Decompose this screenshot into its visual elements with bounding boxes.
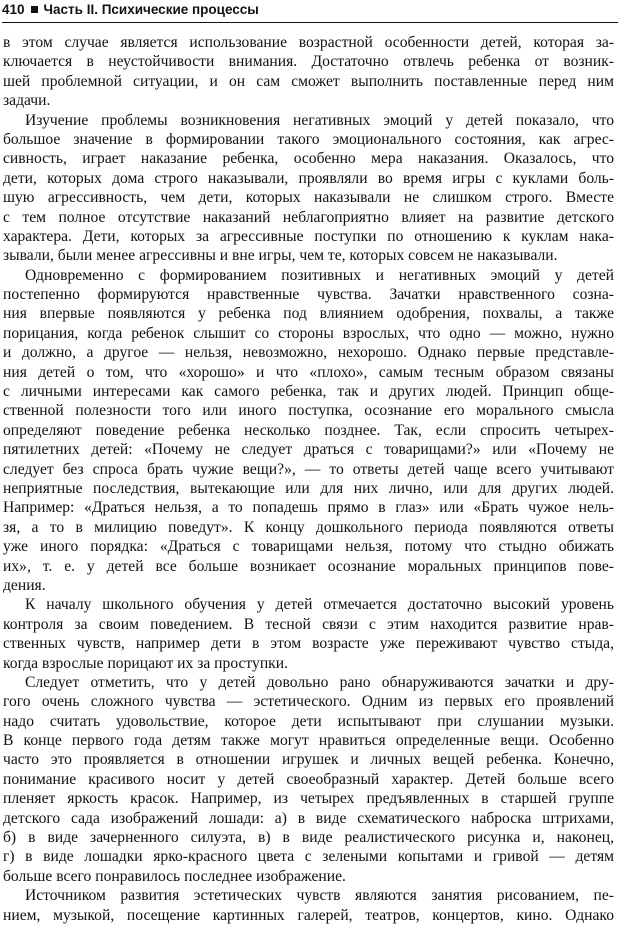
text-line: Следует отметить, что у детей довольно рано обнаруживаются зачатки и дру- — [25, 673, 614, 691]
text-line: следует без спроса брать чужие вещи?», — то ответы детей чаще всего учитывают — [3, 460, 614, 478]
text-line: детского сада изображений лошади: а) в виде схематического наброска штрихами, — [3, 809, 614, 827]
text-line: пленяет яркость красок. Например, из четырех предъявленных в старшей группе — [3, 790, 614, 808]
text-line: ния детей о том, что «хорошо» и что «плохо», самым тесным образом связаны — [3, 363, 614, 381]
text-line: шую агрессивность, чем дети, которых наказывали не слишком строго. Вместе — [3, 189, 614, 207]
text-line: б) в виде зачерненного силуэта, в) в виде реалистического рисунка и, наконец, — [3, 829, 614, 847]
text-line: больше всего понравилось последнее изображение. — [3, 867, 346, 885]
page-number: 410 — [2, 2, 25, 17]
bullet-separator-icon — [31, 6, 38, 13]
text-line: определяют поведение ребенка несколько позднее. Так, если спросить четырех- — [3, 421, 614, 439]
text-line: надо считать удовольствие, которое дети испытывают при слушании музыки. — [3, 712, 614, 730]
section-title: Часть II. Психические процессы — [43, 2, 259, 17]
text-line: шей проблемной ситуации, и он сам сможет выполнить поставленные перед ним — [3, 72, 614, 90]
text-line: К началу школьного обучения у детей отмечается достаточно высокий уровень — [25, 596, 614, 614]
text-line: характера. Дети, которых за агрессивные поступки по отношению к куклам нака- — [3, 227, 614, 245]
text-line: неприятные последствия, вытекающие или для них лично, или для других людей. — [3, 479, 614, 497]
text-line: с тем полное отсутствие наказаний неблагоприятно влияет на развитие детского — [3, 208, 614, 226]
text-line: часто это проявляется в отношении игрушек и личных вещей ребенка. Конечно, — [3, 751, 614, 769]
text-line: ключается в неустойчивости внимания. Достаточно отвлечь ребенка от возник- — [3, 53, 614, 71]
text-line: Изучение проблемы возникновения негативных эмоций у детей показало, что — [25, 111, 614, 129]
text-line: контроля за своим поведением. В тесной связи с этим находится развитие нрав- — [3, 615, 614, 633]
text-line: зя, а то в милицию поведут». К концу дошкольного периода появляются ответы — [3, 518, 614, 536]
text-line: Одновременно с формированием позитивных и негативных эмоций у детей — [25, 266, 614, 284]
text-line: Источником развития эстетических чувств являются занятия рисованием, пе- — [25, 887, 614, 905]
text-line: гого очень сложного чувства — эстетического. Одним из первых его проявлений — [3, 693, 614, 711]
text-line: большое значение в формировании такого эмоционального состояния, как агрес- — [3, 130, 614, 148]
text-line: постепенно формируются нравственные чувства. Зачатки нравственного созна- — [3, 286, 614, 304]
text-line: ственных чувств, например дети в этом возрасте уже переживают чувство стыда, — [3, 635, 614, 653]
text-line: с личными интересами как самого ребенка, так и других людей. Принцип обще- — [3, 383, 614, 401]
text-line: дети, которых дома строго наказывали, проявляли во время игры с куклами боль- — [3, 169, 614, 187]
text-line: Например: «Драться нельзя, а то попадешь прямо в глаз» или «Брать чужое нель- — [3, 499, 614, 517]
body-text — [3, 33, 614, 925]
text-line: В конце первого года детям также могут нравиться определенные вещи. Особенно — [3, 732, 614, 750]
text-line: понимание красивого носит у детей своеобразный характер. Детей больше всего — [3, 770, 614, 788]
text-line: их», т. е. у детей все больше возникает осознание моральных принципов пове- — [3, 557, 614, 575]
text-line: уже иного порядка: «Драться с товарищами нельзя, потому что стыдно обижать — [3, 538, 614, 556]
text-line: когда взрослые порицают их за проступки. — [3, 654, 289, 672]
text-line: г) в виде лошадки ярко-красного цвета с зелеными копытами и гривой — детям — [3, 848, 614, 866]
text-line: порицания, когда ребенок слышит со стороны взрослых, что одно — можно, нужно — [3, 324, 614, 342]
text-line: ния впервые появляются у ребенка под влиянием одобрения, похвалы, а также — [3, 305, 614, 323]
text-line: сивность, играет наказание ребенка, особенно мера наказания. Оказалось, что — [3, 150, 614, 168]
text-line: зывали, были менее агрессивны и вне игры, чем те, которых совсем не наказывали. — [3, 247, 558, 265]
text-line: ственной полезности того или иного поступка, осознание его морального смысла — [3, 402, 614, 420]
text-line: дения. — [3, 576, 46, 594]
text-line: задачи. — [3, 92, 51, 110]
text-line: в этом случае является использование возрастной особенности детей, которая за- — [3, 34, 614, 51]
text-line: пятилетних детей: «Почему не следует драться с товарищами?» или «Почему не — [3, 441, 614, 459]
text-line: и должно, а другое — нельзя, невозможно, нехорошо. Однако первые представле- — [3, 344, 614, 362]
text-line: нием, музыкой, посещение картинных галерей, театров, концертов, кино. Однако — [3, 906, 614, 924]
running-header — [2, 0, 618, 23]
